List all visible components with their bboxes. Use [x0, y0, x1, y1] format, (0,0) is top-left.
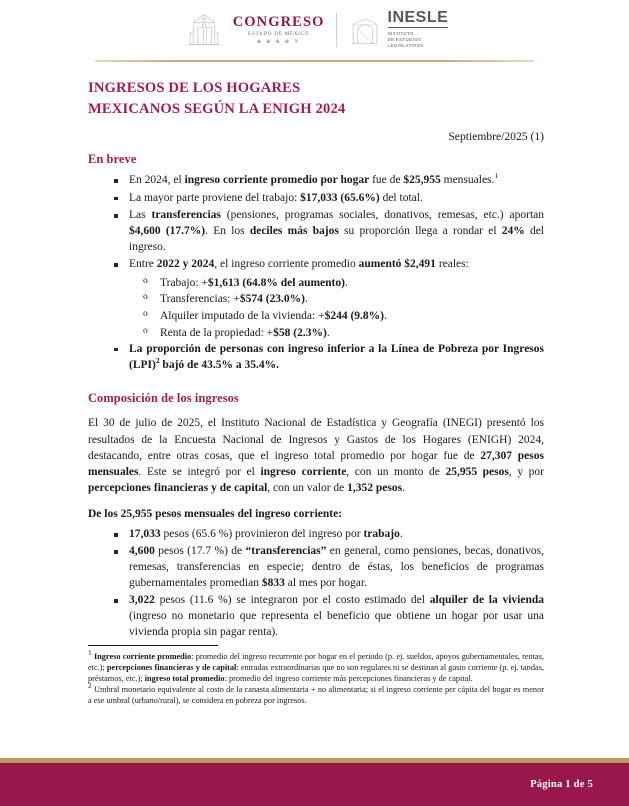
- congreso-name: CONGRESO: [232, 13, 325, 30]
- list-item: En 2024, el ingreso corriente promedio por hogar fue de $25,955 mensuales.$^1$: [114, 173, 544, 189]
- footnote-separator: [88, 645, 218, 646]
- list-item: o Alquiler imputado de la vivienda: +$244 (9.8%).: [143, 308, 544, 325]
- en-breve-bullet-list: [88, 173, 544, 373]
- inesle-wordmark: [388, 10, 449, 50]
- inesle-arch-icon: [348, 13, 382, 47]
- list-item: Entre 2022 y 2024, el ingreso corriente promedio aumentó $2,491 reales:: [114, 257, 544, 273]
- en-breve-sub-bullet-list: [114, 275, 544, 342]
- list-item: Las transferencias (pensiones, programas sociales, donativos, remesas, etc.) aportan $4,600 (17.7%). En los deciles más bajos su proporción llega a rondar el 24% del ingreso.: [114, 208, 544, 256]
- footnote-2: $^2$ Umbral monetario equivalente al costo de la canasta alimentaria + no alimentaria; si el ingreso corriente per cápita del hogar es menor a ese umbral (urbano/rural), se considera en pobreza por ingresos.: [88, 681, 544, 706]
- composicion-lead: De los 25,955 pesos mensuales del ingreso corriente:: [88, 507, 343, 520]
- congreso-subtitle: ESTADO DE MÉXICO: [247, 30, 310, 37]
- document-date: Septiembre/2025 (1): [448, 130, 544, 144]
- list-item: 17,033 pesos (65.6 %) provinieron del ingreso por trabajo.: [114, 527, 544, 543]
- inesle-subtitle-line3: LEGISLATIVOS: [387, 43, 424, 49]
- list-item: o Renta de la propiedad: +$58 (2.3%).: [143, 325, 544, 342]
- page-footer: [0, 758, 629, 806]
- section-heading-en-breve: En breve: [88, 152, 137, 167]
- list-item: o Transferencias: +$574 (23.0%).: [143, 291, 544, 308]
- congreso-logo: [181, 12, 325, 48]
- congreso-logo-block: [181, 10, 449, 50]
- list-item: 4,600 pesos (17.7 %) de “transferencias” en general, como pensiones, becas, donativos, remesas, transferencias en especie; dentro de éstas, los beneficios de programas gubernamentales promedian $833 al mes por hogar.: [114, 544, 544, 592]
- page-title-line1: INGRESOS DE LOS HOGARES: [88, 80, 301, 96]
- list-item: 3,022 pesos (11.6 %) se integraron por el costo estimado del alquiler de la vivienda (ingreso no monetario que representa el beneficio que obtiene un hogar por usar una vivienda propia sin pagar renta).: [114, 593, 544, 641]
- inesle-subtitle: [388, 31, 449, 50]
- footnote-1: $^1$ Ingreso corriente promedio: promedio del ingreso recurrente por hogar en el periodo (p. ej. sueldos, apoyos gubernamentales, rentas, etc.); percepciones financieras y de capital: entradas extraordinarias que no son regulares ni se destinan al gasto corriente (p. ej. tandas, préstamos, etc.); ingreso total promedio: promedio del ingreso corriente más percepciones financieras y de capital.: [88, 648, 545, 684]
- header-gold-rule: [95, 60, 534, 62]
- composicion-paragraph: El 30 de julio de 2025, el Instituto Nacional de Estadística y Geografía (INEGI) presentó los resultados de la Encuesta Nacional de Ingresos y Gastos de los Hogares (ENIGH) 2024, destacando, entre otras cosas, que el ingreso total promedio por hogar fue de 27,307 pesos mensuales. Este se integró por el ingreso corriente, con un monto de 25,955 pesos, y por percepciones financieras y de capital, con un valor de 1,352 pesos.: [88, 417, 544, 494]
- congreso-ornament: ◈ ◈ ◈ ◈ ✕: [256, 39, 301, 46]
- page-title-line2: MEXICANOS SEGÚN LA ENIGH 2024: [88, 100, 346, 117]
- inesle-subtitle-line1: INSTITUTO: [387, 30, 414, 36]
- composicion-bullet-list: [88, 527, 544, 641]
- footer-bar: [0, 763, 629, 806]
- header-divider: [336, 13, 337, 47]
- inesle-subtitle-line2: DE ESTUDIOS: [387, 37, 422, 43]
- document-header: [0, 0, 629, 56]
- list-item: La proporción de personas con ingreso inferior a la Línea de Pobreza por Ingresos (LPI)$^2$ bajó de 43.5% a 35.4%.: [114, 342, 544, 374]
- list-item: o Trabajo: +$1,613 (64.8% del aumento).: [143, 275, 544, 292]
- inesle-logo: [348, 10, 449, 50]
- list-item: La mayor parte proviene del trabajo: $17,033 (65.6%) del total.: [114, 191, 544, 207]
- page-number-label: Página 1 de 5: [530, 779, 593, 790]
- page-title: [88, 78, 544, 119]
- inesle-name: INESLE: [387, 9, 449, 27]
- congreso-wordmark: [233, 15, 325, 45]
- section-heading-composicion: Composición de los ingresos: [88, 391, 239, 406]
- footnotes: [88, 645, 544, 706]
- congreso-building-icon: [181, 12, 227, 48]
